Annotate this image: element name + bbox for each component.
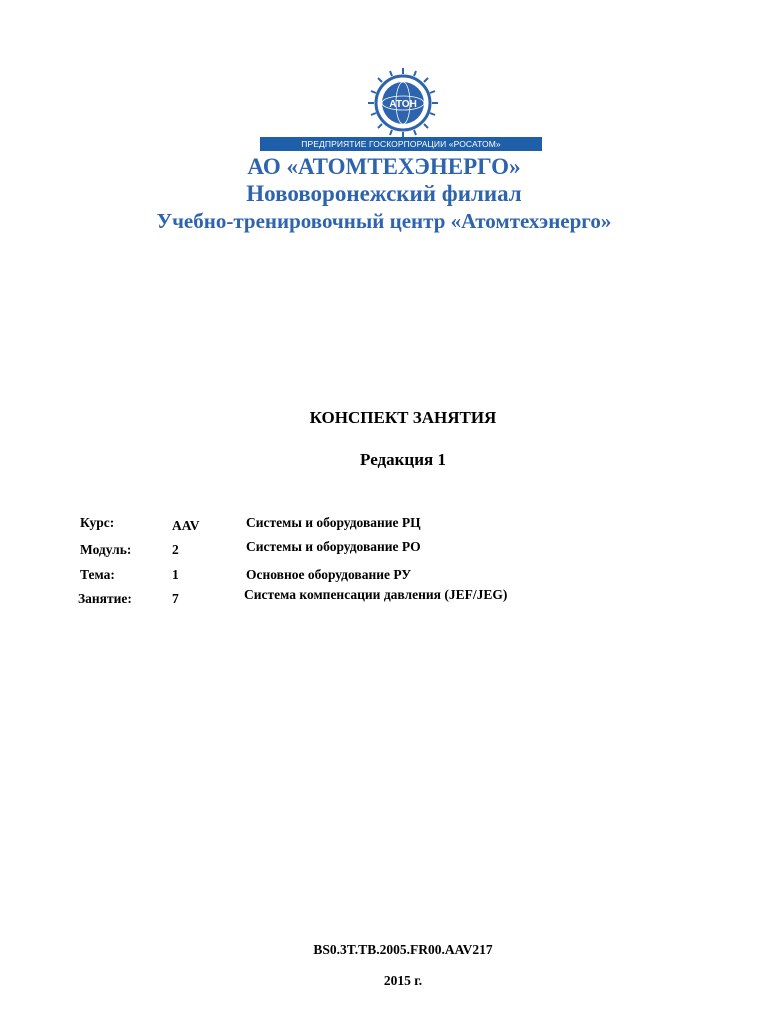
logo-band: ПРЕДПРИЯТИЕ ГОСКОРПОРАЦИИ «РОСАТОМ» xyxy=(260,137,542,151)
detail-label: Курс: xyxy=(80,515,115,530)
detail-code: 1 xyxy=(172,567,179,582)
org-center: Учебно-тренировочный центр «Атомтехэнерго» xyxy=(156,209,612,233)
detail-code: 2 xyxy=(172,542,179,557)
org-name: АО «АТОМТЕХЭНЕРГО» xyxy=(247,154,521,179)
org-branch: Нововоронежский филиал xyxy=(246,181,522,206)
detail-code: AAV xyxy=(172,518,200,533)
detail-desc: Системы и оборудование РО xyxy=(246,539,421,554)
detail-desc: Системы и оборудование РЦ xyxy=(246,515,421,530)
detail-desc: Система компенсации давления (JEF/JEG) xyxy=(244,587,508,602)
detail-label: Тема: xyxy=(80,567,115,582)
atom-emblem-icon xyxy=(363,66,443,140)
document-year: 2015 г. xyxy=(383,973,423,988)
detail-code: 7 xyxy=(172,591,179,606)
detail-desc: Основное оборудование РУ xyxy=(246,567,412,582)
document-code: BS0.3T.TB.2005.FR00.AAV217 xyxy=(313,942,493,957)
logo-text: АТОН xyxy=(389,99,417,110)
detail-label: Модуль: xyxy=(80,542,132,557)
atom-logo xyxy=(363,66,443,140)
document-title: КОНСПЕКТ ЗАНЯТИЯ xyxy=(309,408,497,427)
document-edition: Редакция 1 xyxy=(360,450,446,469)
detail-label: Занятие: xyxy=(78,591,132,606)
